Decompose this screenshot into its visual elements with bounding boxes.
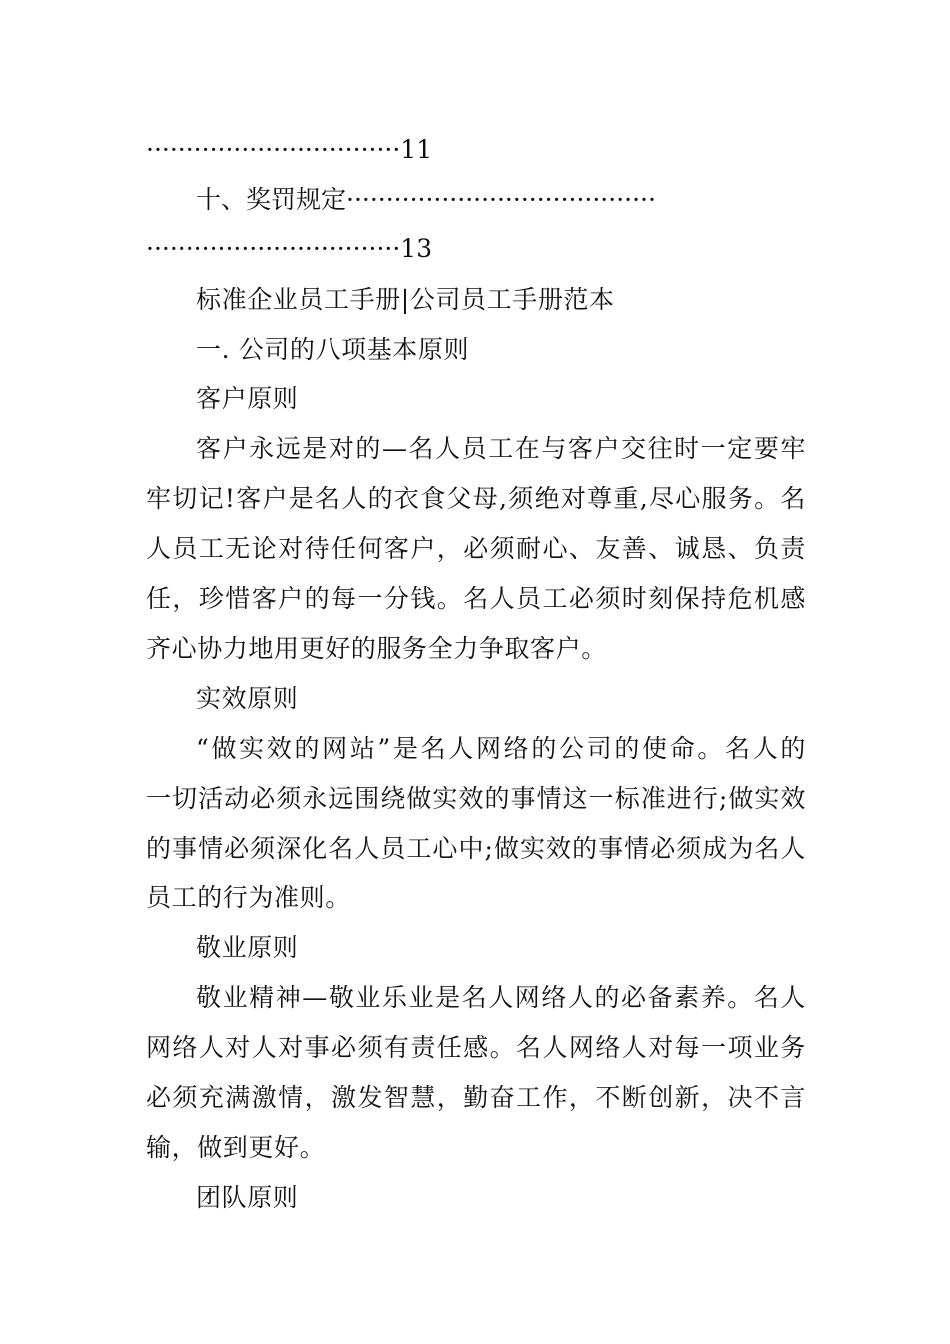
paragraph-line: 输，做到更好。: [146, 1133, 326, 1162]
paragraph-line: 的事情必须深化名人员工心中;做实效的事情必须成为名人: [146, 834, 806, 863]
paragraph-line: 必须充满激情，激发智慧，勤奋工作，不断创新，决不言: [146, 1083, 806, 1112]
document-heading: 标准企业员工手册|公司员工手册范本: [196, 285, 615, 314]
paragraph-line: 客户永远是对的—名人员工在与客户交往时一定要牢: [196, 434, 806, 463]
paragraph-line: 敬业精神—敬业乐业是名人网络人的必备素养。名人: [196, 983, 806, 1012]
paragraph-line: 一切活动必须永远围绕做实效的事情这一标准进行;做实效: [146, 784, 806, 813]
toc-line-13: ································13: [146, 234, 433, 263]
dedication-principle-title: 敬业原则: [196, 933, 299, 962]
paragraph-line: 网络人对人对事必须有责任感。名人网络人对每一项业务: [146, 1033, 806, 1062]
customer-principle-title: 客户原则: [196, 384, 299, 413]
paragraph-line: 牢切记!客户是名人的衣食父母,须绝对尊重,尽心服务。名: [146, 484, 806, 513]
team-principle-title: 团队原则: [196, 1183, 299, 1212]
paragraph-line: 任，珍惜客户的每一分钱。名人员工必须时刻保持危机感: [146, 584, 806, 613]
paragraph-line: 人员工无论对待任何客户，必须耐心、友善、诚恳、负责: [146, 534, 806, 563]
paragraph-line: 齐心协力地用更好的服务全力争取客户。: [146, 634, 607, 663]
toc-item-rewards-penalties: 十、奖罚规定·······································: [196, 185, 656, 214]
effect-principle-title: 实效原则: [196, 684, 299, 713]
toc-line-11: ································11: [146, 135, 433, 164]
paragraph-line: “做实效的网站”是名人网络的公司的使命。名人的: [196, 734, 806, 763]
paragraph-line: 员工的行为准则。: [146, 883, 351, 912]
section-title: 一. 公司的八项基本原则: [196, 335, 470, 364]
